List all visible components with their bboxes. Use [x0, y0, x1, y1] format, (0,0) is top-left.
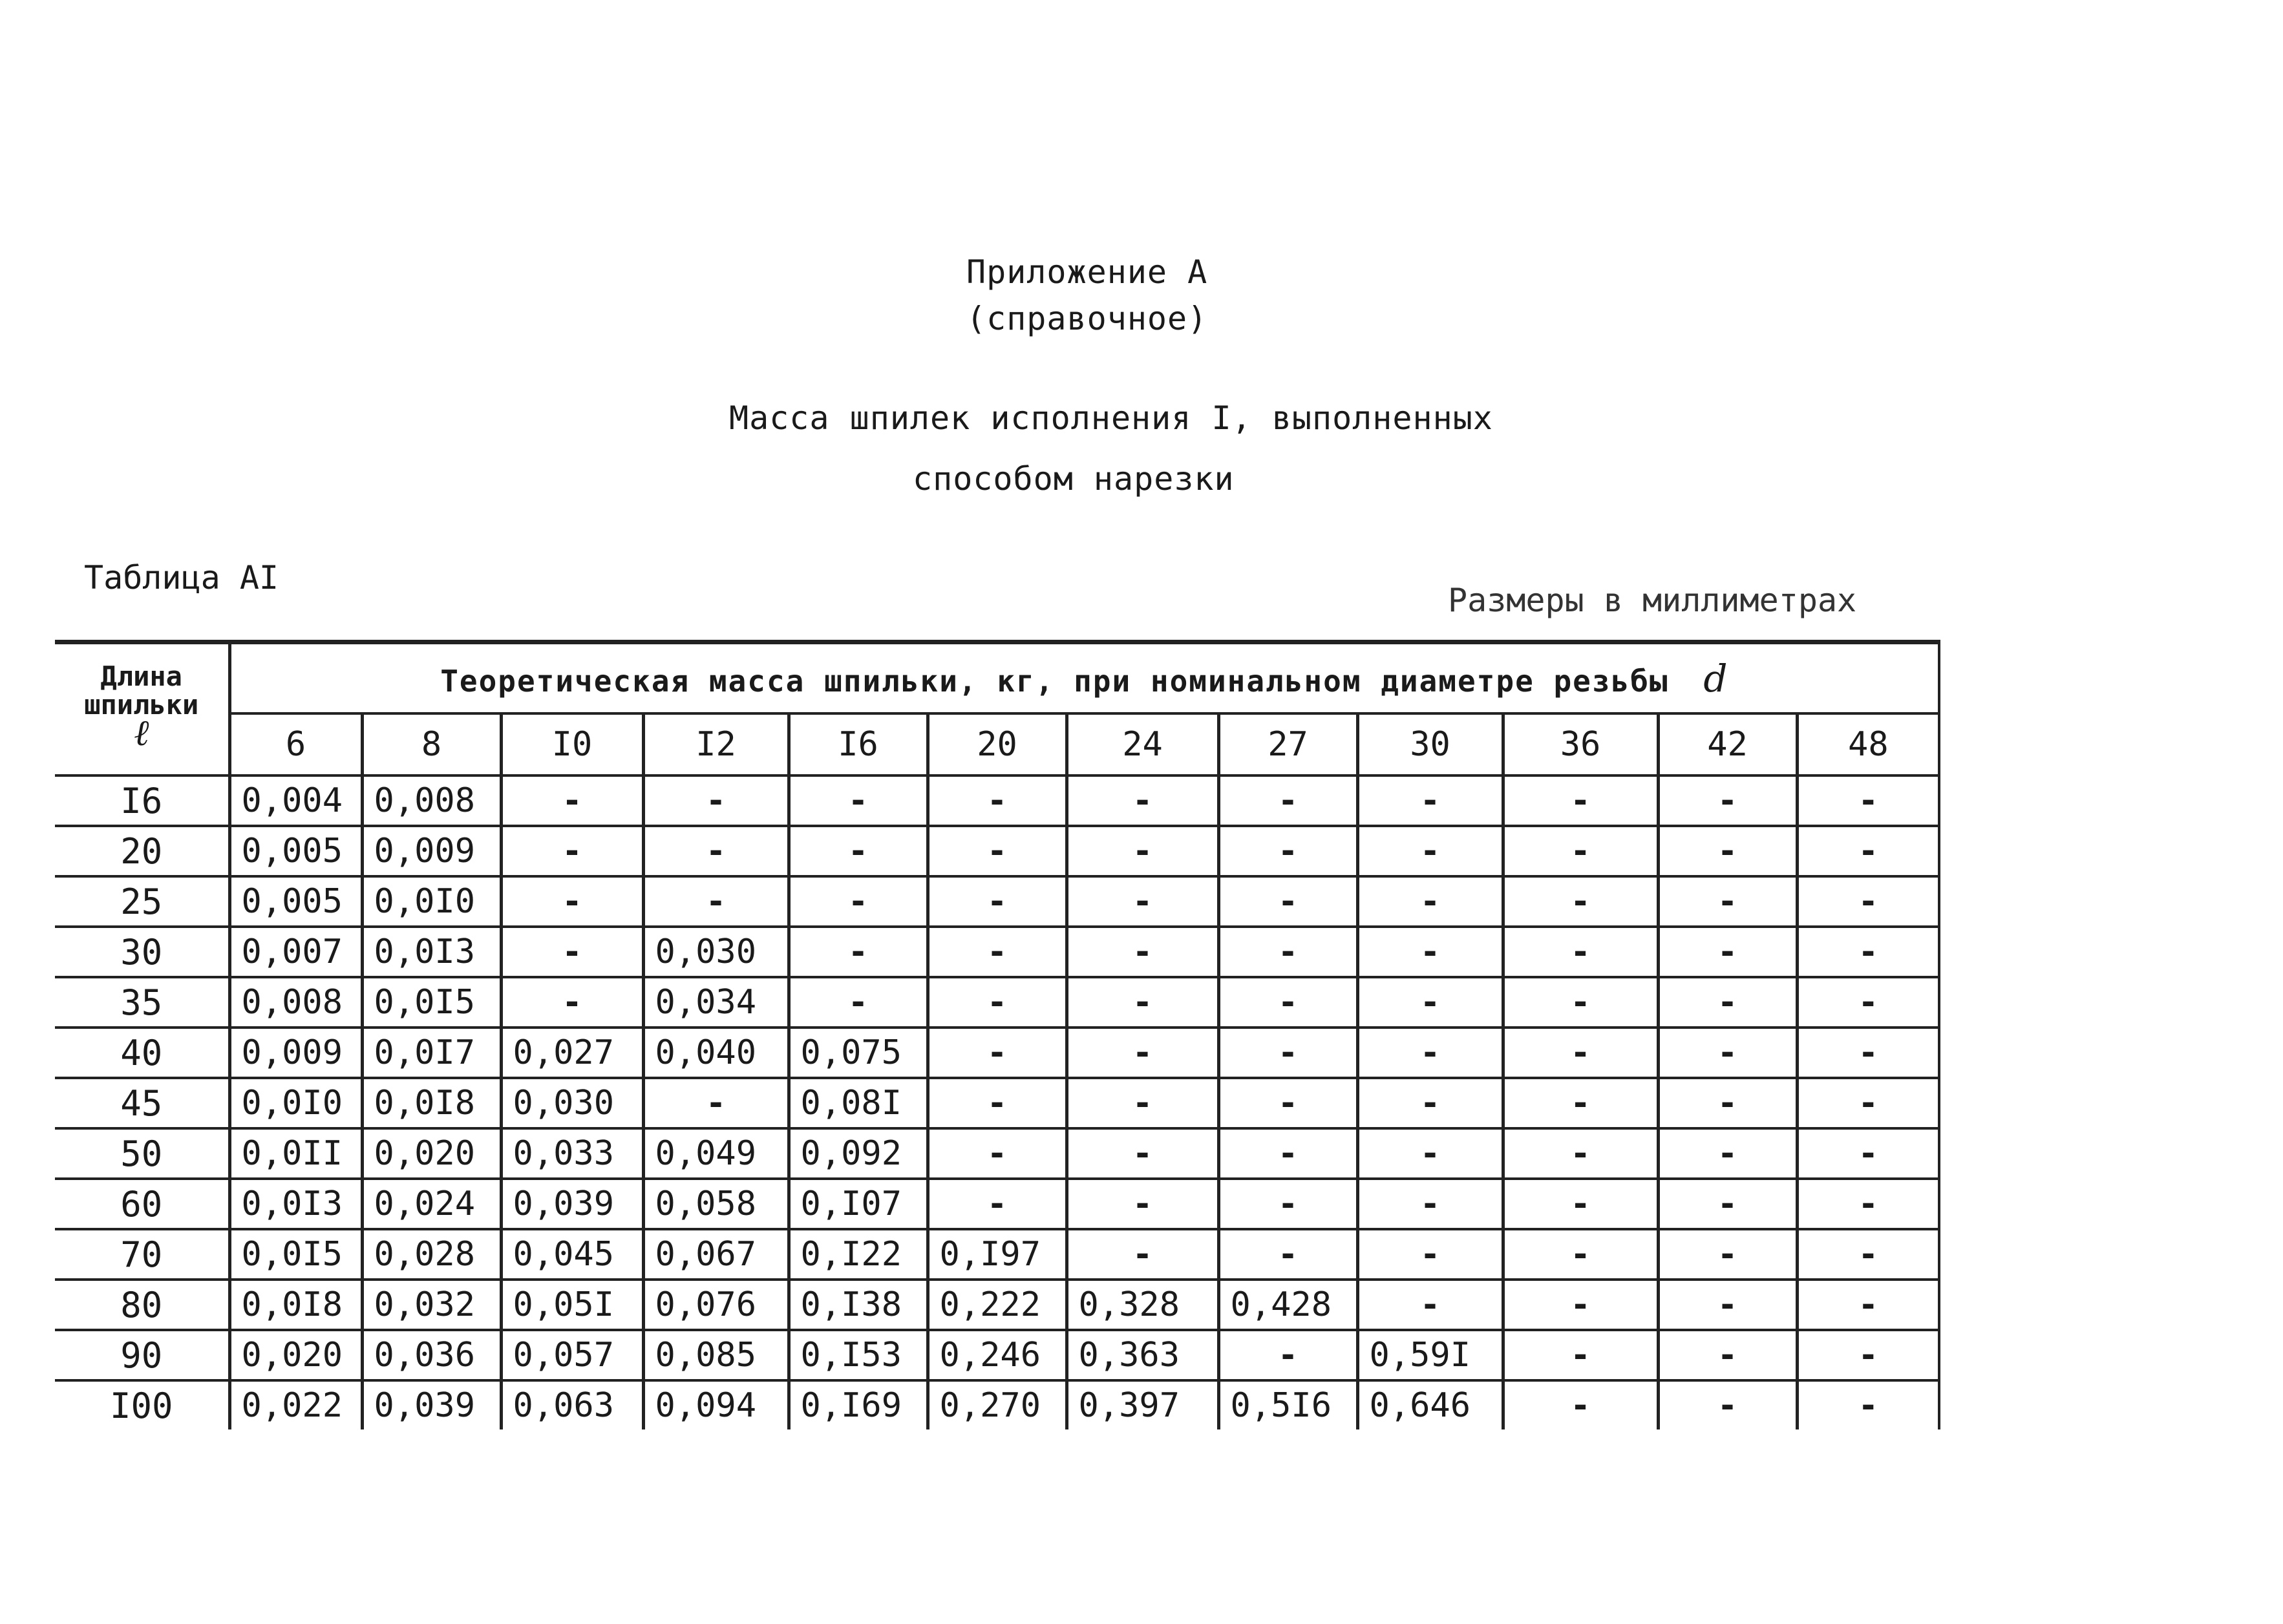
mass-cell: - [1658, 927, 1797, 977]
mass-cell: - [1067, 977, 1218, 1028]
mass-cell: - [501, 876, 643, 927]
mass-cell: 0,397 [1067, 1380, 1218, 1429]
mass-cell: - [1067, 1229, 1218, 1280]
mass-cell: - [1357, 1078, 1503, 1128]
mass-table [55, 640, 1940, 1429]
mass-cell: 0,027 [501, 1028, 643, 1078]
mass-cell: 0,036 [362, 1330, 501, 1380]
length-column-header [55, 642, 229, 776]
mass-cell: - [1658, 826, 1797, 876]
mass-cell: - [928, 1028, 1067, 1078]
mass-cell: - [1503, 775, 1658, 826]
mass-cell: - [1658, 1380, 1797, 1429]
mass-cell: - [643, 1078, 789, 1128]
mass-cell: - [1357, 1128, 1503, 1179]
mass-cell: - [1218, 826, 1357, 876]
mass-cell: 0,246 [928, 1330, 1067, 1380]
mass-cell: - [1357, 927, 1503, 977]
length-cell: 40 [55, 1028, 229, 1078]
mass-cell: 0,328 [1067, 1280, 1218, 1330]
table-row [55, 1280, 1939, 1330]
mass-cell: - [1218, 1229, 1357, 1280]
heading-line-2: способом нарезки [913, 460, 1235, 498]
mass-cell: - [1797, 1028, 1939, 1078]
mass-cell: - [1503, 1330, 1658, 1380]
mass-cell: - [928, 1179, 1067, 1229]
mass-cell: - [1218, 1128, 1357, 1179]
table-row [55, 1128, 1939, 1179]
mass-cell: - [1658, 1028, 1797, 1078]
mass-cell: - [1067, 775, 1218, 826]
mass-cell: - [1503, 826, 1658, 876]
mass-cell: - [1658, 876, 1797, 927]
mass-cell: 0,049 [643, 1128, 789, 1179]
diameter-header-cell: 20 [928, 713, 1067, 775]
diameter-header-cell: 6 [229, 713, 362, 775]
mass-cell: - [1503, 977, 1658, 1028]
mass-cell: 0,008 [229, 977, 362, 1028]
mass-cell: - [789, 775, 928, 826]
mass-cell: - [1503, 1128, 1658, 1179]
mass-cell: 0,0II [229, 1128, 362, 1179]
mass-cell: - [643, 775, 789, 826]
mass-cell: 0,05I [501, 1280, 643, 1330]
mass-cell: 0,0I5 [229, 1229, 362, 1280]
mass-cell: 0,007 [229, 927, 362, 977]
mass-cell: - [1797, 977, 1939, 1028]
diameter-header-cell: 8 [362, 713, 501, 775]
mass-cell: - [789, 876, 928, 927]
mass-cell: - [1797, 1128, 1939, 1179]
mass-cell: 0,085 [643, 1330, 789, 1380]
mass-cell: 0,I53 [789, 1330, 928, 1380]
mass-cell: - [1797, 1280, 1939, 1330]
mass-cell: 0,020 [362, 1128, 501, 1179]
mass-cell: - [1797, 1078, 1939, 1128]
mass-cell: 0,004 [229, 775, 362, 826]
mass-cell: - [1218, 1028, 1357, 1078]
mass-cell: 0,040 [643, 1028, 789, 1078]
table-row [55, 927, 1939, 977]
mass-cell: 0,009 [362, 826, 501, 876]
mass-cell: - [1797, 1380, 1939, 1429]
mass-cell: - [1658, 977, 1797, 1028]
mass-cell: - [1218, 977, 1357, 1028]
mass-cell: 0,039 [501, 1179, 643, 1229]
mass-cell: - [1503, 1280, 1658, 1330]
length-cell: 25 [55, 876, 229, 927]
corner-label-line-1: Длина [100, 660, 182, 692]
mass-cell: 0,08I [789, 1078, 928, 1128]
mass-cell: 0,020 [229, 1330, 362, 1380]
mass-cell: 0,063 [501, 1380, 643, 1429]
table-row [55, 977, 1939, 1028]
mass-cell: 0,030 [643, 927, 789, 977]
mass-cell: - [928, 977, 1067, 1028]
mass-cell: - [1067, 1179, 1218, 1229]
mass-cell: - [1067, 826, 1218, 876]
mass-cell: - [1797, 826, 1939, 876]
diameter-header-cell: 30 [1357, 713, 1503, 775]
mass-cell: 0,I69 [789, 1380, 928, 1429]
table-row [55, 1179, 1939, 1229]
mass-cell: 0,0I8 [229, 1280, 362, 1330]
mass-cell: - [1797, 775, 1939, 826]
diameter-header-cell: 27 [1218, 713, 1357, 775]
mass-cell: - [501, 826, 643, 876]
corner-label-line-2: шпильки [84, 689, 199, 721]
mass-cell: 0,008 [362, 775, 501, 826]
diameter-header-cell: 36 [1503, 713, 1658, 775]
mass-cell: - [1357, 977, 1503, 1028]
mass-cell: 0,59I [1357, 1330, 1503, 1380]
mass-cell: - [1357, 1280, 1503, 1330]
appendix-subtitle: (справочное) [966, 300, 1208, 337]
mass-cell: 0,0I0 [229, 1078, 362, 1128]
mass-cell: 0,I22 [789, 1229, 928, 1280]
length-cell: 80 [55, 1280, 229, 1330]
mass-cell: - [1658, 1229, 1797, 1280]
mass-cell: 0,222 [928, 1280, 1067, 1330]
mass-cell: - [1503, 1028, 1658, 1078]
mass-cell: - [928, 927, 1067, 977]
diameter-header-cell: I0 [501, 713, 643, 775]
diameter-header-row [55, 713, 1939, 775]
mass-cell: 0,0I0 [362, 876, 501, 927]
mass-cell: - [1357, 1229, 1503, 1280]
mass-cell: - [1357, 876, 1503, 927]
length-cell: 30 [55, 927, 229, 977]
mass-cell: 0,0I7 [362, 1028, 501, 1078]
mass-cell: 0,075 [789, 1028, 928, 1078]
mass-cell: 0,057 [501, 1330, 643, 1380]
mass-cell: - [1503, 1380, 1658, 1429]
mass-cell: 0,009 [229, 1028, 362, 1078]
length-cell: I00 [109, 1385, 173, 1426]
mass-cell: - [1658, 1280, 1797, 1330]
mass-cell: 0,0I3 [362, 927, 501, 977]
mass-cell: 0,005 [229, 876, 362, 927]
mass-cell: - [1067, 876, 1218, 927]
mass-cell: - [789, 927, 928, 977]
heading-line-1: Масса шпилек исполнения I, выполненных [729, 399, 1493, 437]
mass-cell: - [1797, 1229, 1939, 1280]
length-cell: 45 [55, 1078, 229, 1128]
mass-cell: - [789, 977, 928, 1028]
table-row [55, 1380, 1939, 1429]
mass-cell: - [501, 775, 643, 826]
mass-cell: - [1797, 1179, 1939, 1229]
mass-cell: 0,005 [229, 826, 362, 876]
mass-cell: - [501, 927, 643, 977]
mass-cell: 0,045 [501, 1229, 643, 1280]
length-symbol: ℓ [134, 712, 149, 754]
table-row [55, 1028, 1939, 1078]
mass-cell: 0,030 [501, 1078, 643, 1128]
mass-cell: - [1658, 1078, 1797, 1128]
mass-cell: - [789, 826, 928, 876]
mass-cell: 0,076 [643, 1280, 789, 1330]
mass-cell: 0,024 [362, 1179, 501, 1229]
mass-cell: - [1357, 826, 1503, 876]
length-cell: 20 [55, 826, 229, 876]
mass-cell: 0,270 [928, 1380, 1067, 1429]
mass-cell: 0,I07 [789, 1179, 928, 1229]
mass-cell: - [643, 876, 789, 927]
mass-cell: - [1658, 775, 1797, 826]
diameter-symbol: d [1703, 656, 1729, 701]
diameter-header-cell: I2 [643, 713, 789, 775]
mass-cell: - [1797, 927, 1939, 977]
mass-cell: 0,058 [643, 1179, 789, 1229]
mass-cell: - [1218, 876, 1357, 927]
table-row [55, 1330, 1939, 1380]
mass-cell: 0,033 [501, 1128, 643, 1179]
mass-cell: - [1503, 1078, 1658, 1128]
mass-cell: 0,094 [643, 1380, 789, 1429]
mass-cell: - [1503, 876, 1658, 927]
mass-cell: - [501, 977, 643, 1028]
mass-cell: 0,I38 [789, 1280, 928, 1330]
length-cell: 70 [55, 1229, 229, 1280]
mass-cell: - [1658, 1128, 1797, 1179]
appendix-title: Приложение А [966, 253, 1208, 291]
mass-cell: - [1067, 927, 1218, 977]
mass-cell: 0,0I3 [229, 1179, 362, 1229]
mass-cell: - [1218, 927, 1357, 977]
length-cell: 50 [55, 1128, 229, 1179]
mass-cell: 0,0I5 [362, 977, 501, 1028]
diameter-header-cell: 24 [1067, 713, 1218, 775]
table-row [55, 775, 1939, 826]
group-header-row [55, 642, 1939, 714]
mass-cell: - [928, 1128, 1067, 1179]
mass-cell: - [1503, 1179, 1658, 1229]
mass-cell: - [1658, 1330, 1797, 1380]
mass-cell: - [928, 775, 1067, 826]
mass-cell: 0,028 [362, 1229, 501, 1280]
mass-cell: - [1357, 1179, 1503, 1229]
group-header-text: Теоретическая масса шпильки, кг, при номинальном диаметре резьбы [440, 663, 1669, 699]
mass-cell: - [1067, 1028, 1218, 1078]
units-note: Размеры в миллиметрах [1448, 582, 1857, 619]
mass-cell: - [1067, 1128, 1218, 1179]
mass-cell: - [928, 1078, 1067, 1128]
table-body [55, 775, 1939, 1429]
length-cell: 35 [55, 977, 229, 1028]
mass-cell: 0,0I8 [362, 1078, 501, 1128]
mass-cell: - [1797, 1330, 1939, 1380]
mass-cell: 0,032 [362, 1280, 501, 1330]
mass-cell: - [1797, 876, 1939, 927]
mass-cell: - [1218, 1179, 1357, 1229]
mass-cell: - [1218, 1078, 1357, 1128]
diameter-header-cell: 42 [1658, 713, 1797, 775]
mass-cell: - [1357, 775, 1503, 826]
length-cell: 90 [55, 1330, 229, 1380]
table-row [55, 1078, 1939, 1128]
mass-cell: - [1218, 775, 1357, 826]
mass-cell: - [1503, 927, 1658, 977]
mass-cell: 0,067 [643, 1229, 789, 1280]
group-header [229, 642, 1939, 714]
table-row [55, 826, 1939, 876]
mass-cell: 0,428 [1218, 1280, 1357, 1330]
mass-cell: 0,5I6 [1218, 1380, 1357, 1429]
mass-cell: 0,092 [789, 1128, 928, 1179]
table-label: Таблица AI [84, 559, 279, 596]
mass-cell: - [1067, 1078, 1218, 1128]
mass-cell: 0,646 [1357, 1380, 1503, 1429]
mass-cell: 0,039 [362, 1380, 501, 1429]
diameter-header-cell: 48 [1797, 713, 1939, 775]
mass-cell: - [643, 826, 789, 876]
table-row [55, 876, 1939, 927]
mass-cell: - [1357, 1028, 1503, 1078]
length-cell: 60 [55, 1179, 229, 1229]
table-row [55, 1229, 1939, 1280]
mass-cell: - [1503, 1229, 1658, 1280]
mass-cell: 0,I97 [928, 1229, 1067, 1280]
mass-cell: - [928, 876, 1067, 927]
mass-cell: 0,034 [643, 977, 789, 1028]
mass-cell: 0,363 [1067, 1330, 1218, 1380]
mass-cell: - [928, 826, 1067, 876]
mass-cell: 0,022 [229, 1380, 362, 1429]
length-cell: I6 [55, 775, 229, 826]
mass-cell: - [1218, 1330, 1357, 1380]
mass-cell: - [1658, 1179, 1797, 1229]
diameter-header-cell: I6 [789, 713, 928, 775]
